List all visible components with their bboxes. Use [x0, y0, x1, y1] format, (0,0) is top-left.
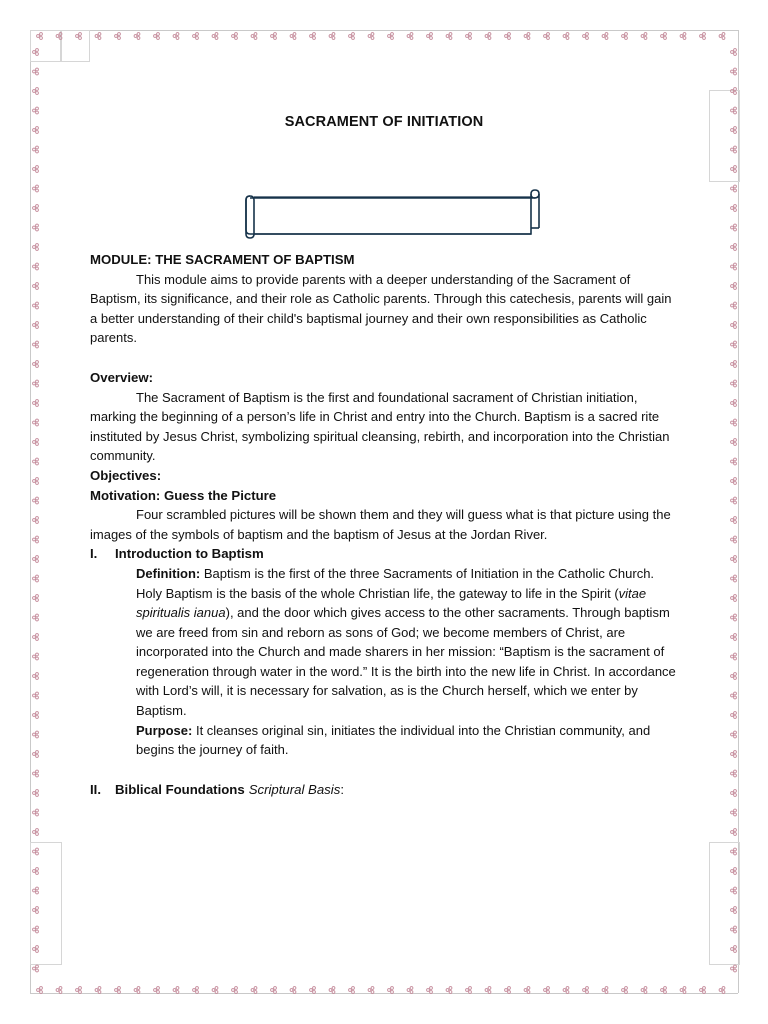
flower-ornament-icon	[731, 751, 737, 758]
flower-ornament-icon	[33, 107, 39, 114]
flower-ornament-icon	[115, 33, 121, 40]
flower-ornament-icon	[33, 380, 39, 387]
flower-ornament-icon	[731, 926, 737, 933]
flower-ornament-icon	[731, 283, 737, 290]
flower-ornament-icon	[731, 517, 737, 524]
flower-ornament-icon	[622, 33, 628, 40]
flower-ornament-icon	[33, 887, 39, 894]
flower-ornament-icon	[427, 987, 433, 994]
flower-ornament-icon	[33, 868, 39, 875]
flower-ornament-icon	[731, 185, 737, 192]
flower-ornament-icon	[731, 400, 737, 407]
flower-ornament-icon	[544, 987, 550, 994]
flower-ornament-icon	[33, 439, 39, 446]
spacer	[90, 348, 680, 368]
motivation-heading: Motivation: Guess the Picture	[90, 487, 277, 503]
flower-ornament-icon	[731, 790, 737, 797]
section-subtitle: Scriptural Basis	[248, 781, 341, 797]
flower-ornament-icon	[193, 33, 199, 40]
flower-ornament-icon	[33, 575, 39, 582]
purpose-label: Purpose:	[136, 722, 193, 738]
flower-ornament-icon	[505, 33, 511, 40]
section-title: Biblical Foundations	[115, 781, 245, 797]
flower-ornament-icon	[33, 770, 39, 777]
flower-ornament-icon	[349, 987, 355, 994]
flower-ornament-icon	[33, 419, 39, 426]
section-heading-biblical	[90, 780, 680, 800]
flower-ornament-icon	[33, 848, 39, 855]
flower-ornament-icon	[661, 987, 667, 994]
flower-ornament-icon	[33, 283, 39, 290]
flower-ornament-icon	[446, 987, 452, 994]
flower-ornament-icon	[173, 33, 179, 40]
flower-ornament-icon	[349, 33, 355, 40]
purpose-paragraph	[136, 721, 680, 760]
flower-ornament-icon	[33, 205, 39, 212]
flower-ornament-icon	[212, 987, 218, 994]
flower-ornament-icon	[173, 987, 179, 994]
flower-ornament-icon	[731, 829, 737, 836]
flower-ornament-icon	[731, 361, 737, 368]
flower-ornament-icon	[731, 731, 737, 738]
flower-ornament-icon	[731, 634, 737, 641]
flower-ornament-icon	[33, 751, 39, 758]
flower-ornament-icon	[731, 478, 737, 485]
flower-ornament-icon	[271, 987, 277, 994]
flower-ornament-icon	[134, 987, 140, 994]
flower-ornament-icon	[731, 965, 737, 972]
flower-ornament-icon	[33, 809, 39, 816]
flower-ornament-icon	[33, 146, 39, 153]
flower-ornament-icon	[251, 987, 257, 994]
purpose-text: It cleanses original sin, initiates the individual into the Christian community, and begins the journey of faith.	[136, 722, 651, 758]
flower-ornament-icon	[731, 614, 737, 621]
flower-ornament-icon	[583, 33, 589, 40]
flower-ornament-icon	[731, 848, 737, 855]
flower-ornament-icon	[76, 987, 82, 994]
flower-ornament-icon	[115, 987, 121, 994]
flower-ornament-icon	[33, 614, 39, 621]
flower-ornament-icon	[731, 302, 737, 309]
flower-ornament-icon	[33, 673, 39, 680]
flower-ornament-icon	[731, 907, 737, 914]
flower-ornament-icon	[33, 965, 39, 972]
flower-ornament-icon	[700, 987, 706, 994]
flower-ornament-icon	[731, 595, 737, 602]
section-heading-introduction	[90, 544, 680, 564]
flower-ornament-icon	[719, 987, 725, 994]
flower-ornament-icon	[33, 731, 39, 738]
flower-ornament-icon	[731, 497, 737, 504]
definition-block	[136, 564, 680, 760]
objectives-heading: Objectives:	[90, 467, 162, 483]
flower-ornament-icon	[466, 33, 472, 40]
flower-ornament-icon	[33, 88, 39, 95]
definition-label: Definition:	[136, 565, 201, 581]
flower-ornament-icon	[232, 987, 238, 994]
flower-ornament-icon	[731, 244, 737, 251]
overview-heading: Overview:	[90, 369, 154, 385]
flower-ornament-icon	[154, 33, 160, 40]
flower-ornament-icon	[33, 712, 39, 719]
flower-ornament-icon	[37, 987, 43, 994]
flower-ornament-icon	[731, 536, 737, 543]
scroll-banner-icon	[242, 188, 544, 240]
flower-ornament-icon	[731, 575, 737, 582]
flower-ornament-icon	[33, 458, 39, 465]
flower-ornament-icon	[524, 33, 530, 40]
flower-ornament-icon	[33, 400, 39, 407]
flower-ornament-icon	[602, 33, 608, 40]
flower-ornament-icon	[37, 33, 43, 40]
flower-ornament-icon	[368, 33, 374, 40]
flower-ornament-icon	[485, 33, 491, 40]
flower-ornament-icon	[310, 33, 316, 40]
definition-text-b: ), and the door which gives access to the other sacraments. Through baptism we are freed from sin and reborn as sons of God; we become members of Christ, are incorporated into the Church and made sharers in her mission: “Baptism is the sacrament of regeneration through water in the word.” It is the birth into the new life in Christ. In accordance with Lord’s will, it is necessary for salvation, as is the Church herself, which we enter by Baptism.	[136, 605, 676, 719]
flower-ornament-icon	[731, 322, 737, 329]
flower-ornament-icon	[33, 595, 39, 602]
flower-ornament-icon	[76, 33, 82, 40]
flower-ornament-icon	[563, 33, 569, 40]
flower-ornament-icon	[33, 692, 39, 699]
flower-ornament-icon	[641, 33, 647, 40]
flower-ornament-icon	[388, 987, 394, 994]
flower-ornament-icon	[731, 380, 737, 387]
flower-ornament-icon	[544, 33, 550, 40]
flower-ornament-icon	[33, 244, 39, 251]
section-number: I.	[90, 546, 98, 562]
flower-ornament-icon	[56, 33, 62, 40]
flower-ornament-icon	[731, 556, 737, 563]
flower-ornament-icon	[33, 926, 39, 933]
flower-ornament-icon	[731, 770, 737, 777]
flower-ornament-icon	[731, 458, 737, 465]
flower-ornament-icon	[731, 205, 737, 212]
flower-ornament-icon	[563, 987, 569, 994]
flower-ornament-icon	[33, 185, 39, 192]
flower-ornament-icon	[731, 809, 737, 816]
flower-ornament-icon	[388, 33, 394, 40]
definition-latin: vitae spiritualis ianua	[136, 585, 647, 621]
spacer	[90, 760, 680, 780]
flower-ornament-icon	[731, 653, 737, 660]
flower-ornament-icon	[407, 33, 413, 40]
flower-ornament-icon	[731, 146, 737, 153]
flower-ornament-icon	[368, 987, 374, 994]
document-body	[90, 250, 680, 799]
flower-ornament-icon	[271, 33, 277, 40]
flower-ornament-icon	[33, 68, 39, 75]
flower-ornament-icon	[33, 517, 39, 524]
flower-ornament-icon	[524, 987, 530, 994]
flower-ornament-icon	[134, 33, 140, 40]
overview-text: The Sacrament of Baptism is the first and foundational sacrament of Christian initiation, marking the beginning of a person’s life in Christ and entry into the Church. Baptism is a sacred rite instituted by Jesus Christ, symbolizing spiritual cleansing, rebirth, and incorporation into the Christian community.	[90, 389, 670, 464]
flower-ornament-icon	[583, 987, 589, 994]
flower-ornament-icon	[446, 33, 452, 40]
flower-ornament-icon	[33, 263, 39, 270]
flower-ornament-icon	[485, 987, 491, 994]
flower-ornament-icon	[33, 478, 39, 485]
flower-ornament-icon	[700, 33, 706, 40]
section-colon: :	[340, 781, 344, 797]
flower-ornament-icon	[427, 33, 433, 40]
flower-ornament-icon	[466, 987, 472, 994]
flower-ornament-icon	[290, 987, 296, 994]
flower-ornament-icon	[33, 907, 39, 914]
flower-ornament-icon	[661, 33, 667, 40]
flower-ornament-icon	[505, 987, 511, 994]
flower-ornament-icon	[33, 556, 39, 563]
flower-ornament-icon	[33, 653, 39, 660]
flower-ornament-icon	[731, 341, 737, 348]
flower-ornament-icon	[731, 946, 737, 953]
flower-ornament-icon	[602, 987, 608, 994]
flower-ornament-icon	[33, 322, 39, 329]
flower-ornament-icon	[33, 946, 39, 953]
flower-ornament-icon	[731, 166, 737, 173]
flower-ornament-icon	[731, 887, 737, 894]
flower-ornament-icon	[731, 107, 737, 114]
flower-ornament-icon	[731, 868, 737, 875]
flower-ornament-icon	[33, 166, 39, 173]
flower-ornament-icon	[680, 987, 686, 994]
flower-ornament-icon	[33, 634, 39, 641]
flower-ornament-icon	[193, 987, 199, 994]
flower-ornament-icon	[33, 302, 39, 309]
flower-ornament-icon	[641, 987, 647, 994]
flower-ornament-icon	[56, 987, 62, 994]
flower-ornament-icon	[33, 361, 39, 368]
flower-ornament-icon	[310, 987, 316, 994]
flower-ornament-icon	[731, 49, 737, 56]
flower-ornament-icon	[731, 419, 737, 426]
flower-ornament-icon	[33, 497, 39, 504]
flower-ornament-icon	[329, 987, 335, 994]
flower-ornament-icon	[731, 692, 737, 699]
flower-ornament-icon	[33, 790, 39, 797]
module-intro: This module aims to provide parents with a deeper understanding of the Sacrament of Baptism, its significance, and their role as Catholic parents. Through this catechesis, parents will gain a better understanding of their child's baptismal journey and their own responsibilities as Catholic parents.	[90, 271, 672, 346]
flower-ornament-icon	[680, 33, 686, 40]
flower-ornament-icon	[731, 712, 737, 719]
flower-ornament-icon	[33, 224, 39, 231]
flower-ornament-icon	[95, 987, 101, 994]
motivation-text: Four scrambled pictures will be shown them and they will guess what is that picture using the images of the symbols of baptism and the baptism of Jesus at the Jordan River.	[90, 507, 671, 542]
flower-ornament-icon	[95, 33, 101, 40]
flower-ornament-icon	[232, 33, 238, 40]
page-title: SACRAMENT OF INITIATION	[284, 114, 484, 130]
flower-ornament-icon	[33, 341, 39, 348]
flower-ornament-icon	[329, 33, 335, 40]
flower-ornament-icon	[731, 263, 737, 270]
flower-ornament-icon	[154, 987, 160, 994]
flower-ornament-icon	[33, 536, 39, 543]
flower-ornament-icon	[290, 33, 296, 40]
flower-ornament-icon	[251, 33, 257, 40]
flower-ornament-icon	[407, 987, 413, 994]
flower-ornament-icon	[622, 987, 628, 994]
flower-ornament-icon	[731, 68, 737, 75]
flower-ornament-icon	[731, 439, 737, 446]
definition-text-a: Baptism is the first of the three Sacraments of Initiation in the Catholic Church. Holy Baptism is the basis of the whole Christian life, the gateway to life in the Spirit (	[136, 565, 655, 601]
module-heading: MODULE: THE SACRAMENT OF BAPTISM	[90, 252, 355, 267]
flower-ornament-icon	[731, 88, 737, 95]
section-title: Introduction to Baptism	[115, 546, 264, 562]
flower-ornament-icon	[212, 33, 218, 40]
flower-ornament-icon	[731, 673, 737, 680]
flower-ornament-icon	[719, 33, 725, 40]
flower-ornament-icon	[33, 49, 39, 56]
flower-ornament-icon	[731, 224, 737, 231]
section-number: II.	[90, 781, 101, 797]
definition-paragraph	[136, 564, 680, 721]
flower-ornament-icon	[33, 829, 39, 836]
